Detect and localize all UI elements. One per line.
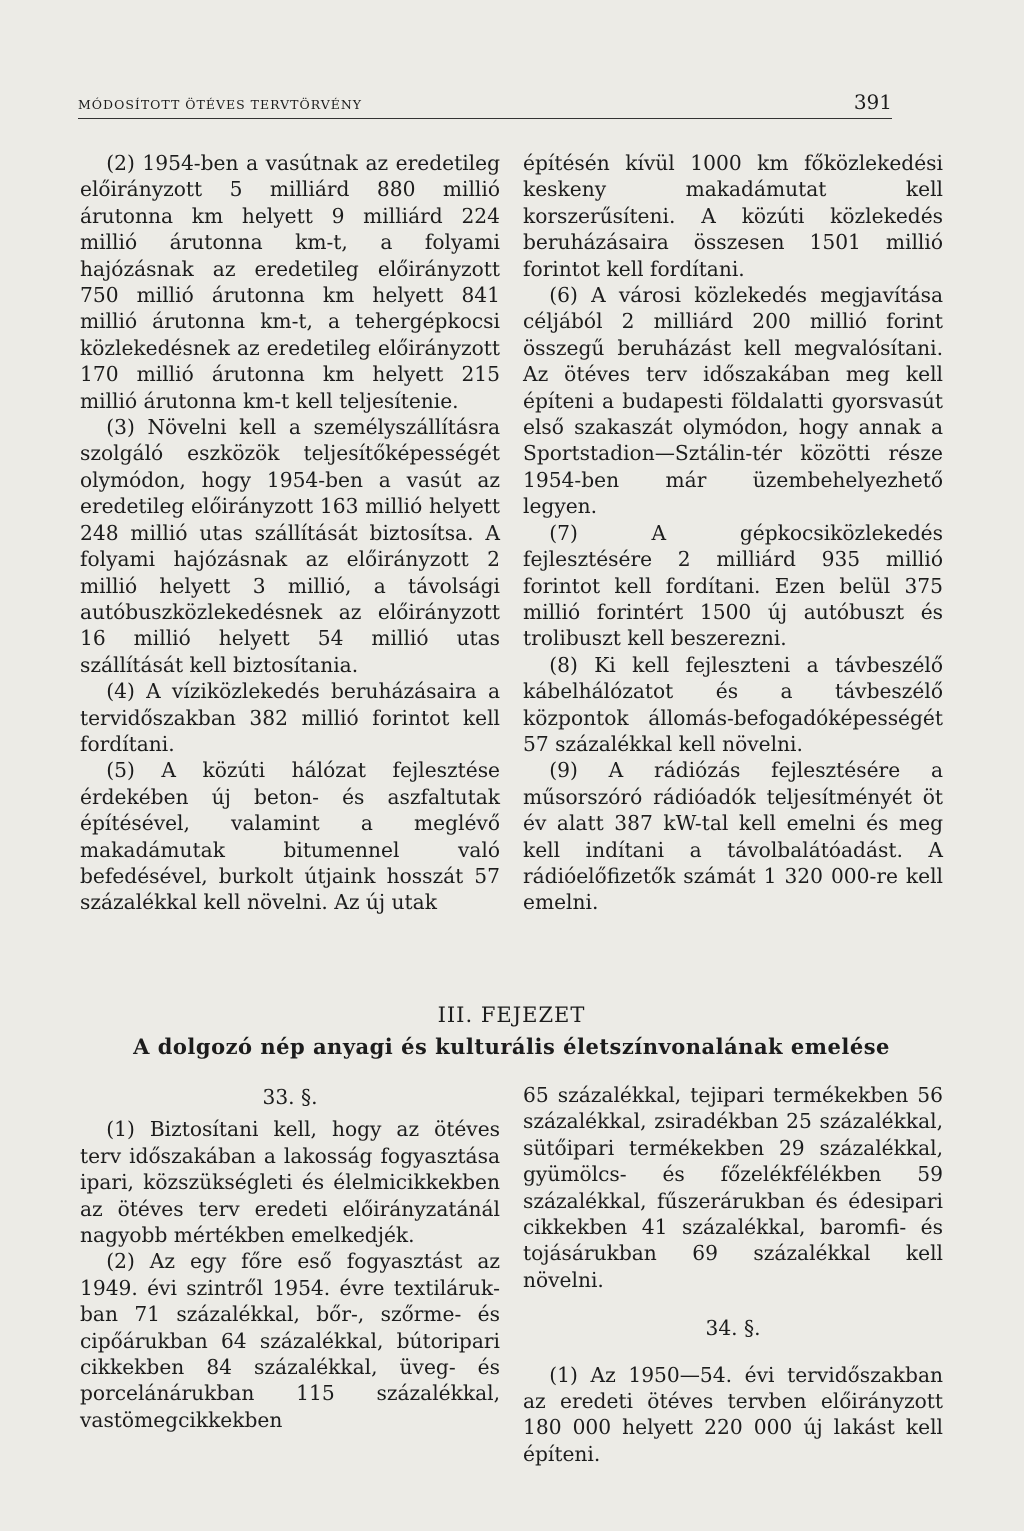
- page-number: 391: [853, 90, 892, 114]
- left-column-bottom: [80, 1082, 500, 1433]
- paragraph-4: (4) A víziközlekedés beruházásaira a tervidőszakban 382 millió forintot kell fordítani.: [80, 679, 500, 756]
- paragraph-8: (8) Ki kell fejleszteni a távbeszélő kábelhálózatot és a távbeszélő központok állomás-befogadóképességét 57 százalékkal kell növelni.: [523, 652, 943, 756]
- running-header: [78, 88, 892, 119]
- section-33-paragraph-1: (1) Biztosítani kell, hogy az ötéves terv időszakában a lakosság fogyasztása ipari, közszükségleti és élelmicikkekben az ötéves terv eredeti előirányzatánál nagyobb mértékben emelkedjék.: [80, 1117, 500, 1248]
- section-33-paragraph-2-cont: 65 százalékkal, tejipari termékekben 56 százalékkal, zsiradékban 25 százalékkal, sütőipari termékekben 29 százalékkal, gyümölcs- és főzelékfélékben 59 százalékkal, fűszerárukban és édesipari cikkekben 41 százalékkal, baromfi- és tojásárukban 69 százalékkal kell növelni.: [523, 1083, 943, 1292]
- paragraph-2: (2) 1954-ben a vasútnak az eredetileg előirányzott 5 milliárd 880 millió árutonna km helyett 9 milliárd 224 millió árutonna km-t, a folyami hajózásnak az eredetileg előirányzott 750 millió árutonna km helyett 841 millió árutonna km-t, a tehergépkocsi közlekedésnek az eredetileg előirányzott 170 millió árutonna km helyett 215 millió árutonna km-t kell teljesítenie.: [80, 151, 500, 413]
- right-column-top: [523, 150, 943, 916]
- section-34: 34. §.: [705, 1316, 761, 1341]
- paragraph-3: (3) Növelni kell a személyszállításra szolgáló eszközök teljesítőképességét olymódon, hogy 1954-ben a vasút az eredetileg előirányzott 163 millió helyett 248 millió utas szállítását biztosítsa. A folyami hajózásnak az előirányzott 2 millió helyett 3 millió, a távolsági autóbuszközlekedésnek az előirányzott 16 millió helyett 54 millió utas szállítását kell biztosítania.: [80, 415, 500, 677]
- section-34-paragraph-1: (1) Az 1950—54. évi tervidőszakban az eredeti ötéves tervben előirányzott 180 000 helyett 220 000 új lakást kell építeni.: [523, 1362, 943, 1466]
- section-33: 33. §.: [262, 1085, 318, 1109]
- right-column-bottom: [523, 1082, 943, 1467]
- chapter-subtitle: A dolgozó nép anyagi és kulturális életszínvonalának emelése: [133, 1034, 890, 1059]
- paragraph-7: (7) A gépkocsiközlekedés fejlesztésére 2 milliárd 935 millió forintot kell fordítani. Ezen belül 375 millió forintért 1500 új autóbuszt és trolibuszt kell beszerezni.: [523, 520, 943, 651]
- paragraph-9: (9) A rádiózás fejlesztésére a műsorszóró rádióadók teljesítményét öt év alatt 387 kW-tal kell emelni és meg kell indítani a távolbalátóadást. A rádióelőfizetők számát 1 320 000-re kell emelni.: [523, 758, 943, 915]
- chapter-heading: III. FEJEZET: [437, 1003, 586, 1027]
- section-33-paragraph-2: (2) Az egy főre eső fogyasztást az 1949. évi szintről 1954. évre textilárukban 71 százalékkal, bőr-, szőrme- és cipőárukban 64 százalékkal, bútoripari cikkekben 84 százalékkal, üveg- és porcelánárukban 115 százalékkal, vastömegcikkekben: [80, 1249, 500, 1432]
- paragraph-6: (6) A városi közlekedés megjavítása céljából 2 milliárd 200 millió forint összegű beruházást kell megvalósítani. Az ötéves terv időszakában meg kell építeni a budapesti földalatti gyorsvasút első szakaszát olymódon, hogy annak a Sportstadion—Sztálin-tér közötti része 1954-ben már üzembehelyezhető legyen.: [523, 283, 943, 519]
- paragraph-5-cont: építésén kívül 1000 km főközlekedési keskeny makadámutat kell korszerűsíteni. A közúti közlekedés beruházásaira összesen 1501 millió forintot kell fordítani.: [523, 151, 943, 281]
- paragraph-5: (5) A közúti hálózat fejlesztése érdekében új beton- és aszfaltutak építésével, valamint a meglévő makadámutak bitumennel való befedésével, burkolt útjaink hosszát 57 százalékkal kell növelni. Az új utak: [80, 758, 500, 915]
- left-column-top: [80, 150, 500, 916]
- running-title: MÓDOSÍTOTT ÖTÉVES TERVTÖRVÉNY: [78, 97, 363, 112]
